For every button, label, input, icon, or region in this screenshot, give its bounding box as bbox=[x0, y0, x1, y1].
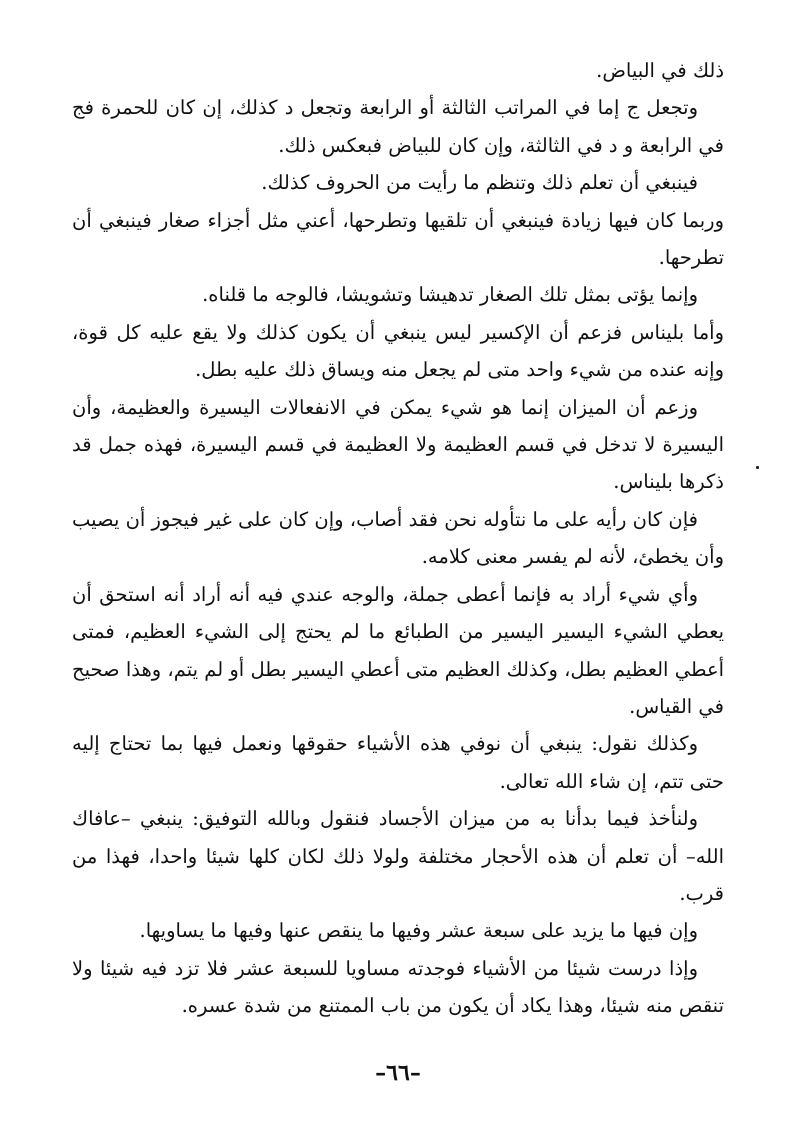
paragraph: فإن كان رأيه على ما نتأوله نحن فقد أصاب، وإن كان على غير فيجوز أن يصيب وأن يخطئ، لأنه لم يفسر معنى كلامه. bbox=[72, 507, 724, 569]
paragraph: فينبغي أن تعلم ذلك وتنظم ما رأيت من الحروف كذلك. bbox=[261, 171, 698, 195]
paragraph: وأما بليناس فزعم أن الإكسير ليس ينبغي أن يكون كذلك ولا يقع عليه كل قوة، وإنه عنده من شيء واحد متى لم يجعل منه ويساق ذلك عليه بطل. bbox=[72, 320, 724, 382]
margin-dot bbox=[756, 466, 759, 469]
paragraph: وزعم أن الميزان إنما هو شيء يمكن في الانفعالات اليسيرة والعظيمة، وأن اليسيرة لا تدخل في قسم العظيمة ولا العظيمة في قسم اليسيرة، فهذه جمل قد ذكرها بليناس. bbox=[72, 395, 724, 494]
paragraph: وربما كان فيها زيادة فينبغي أن تلقيها وتطرحها، أعني مثل أجزاء صغار فينبغي أن تطرحها. bbox=[72, 208, 724, 270]
paragraph: وأي شيء أراد به فإنما أعطى جملة، والوجه عندي فيه أنه أراد أنه استحق أن يعطي الشيء اليسير اليسير من الطبائع ما لم يحتج إلى الشيء العظيم، فمتى أعطي العظيم بطل، وكذلك العظيم متى أعطي اليسير بطل أو لم يتم، وهذا صحيح في القياس. bbox=[72, 582, 724, 718]
paragraph: ولنأخذ فيما بدأنا به من ميزان الأجساد فنقول وبالله التوفيق: ينبغي –عافاك الله– أن تعلم أن هذه الأحجار مختلفة ولولا ذلك لكان كلها شيئا واحدا، فهذا من قرب. bbox=[72, 807, 724, 905]
paragraph: وإذا درست شيئا من الأشياء فوجدته مساويا للسبعة عشر فلا تزد فيه شيئا ولا تنقص منه شيئا، وهذا يكاد أن يكون من باب الممتنع من شدة عسره. bbox=[72, 956, 724, 1018]
paragraph: وتجعل ج إما في المراتب الثالثة أو الرابعة وتجعل د كذلك، إن كان للحمرة فج في الرابعة و د في الثالثة، وإن كان للبياض فبعكس ذلك. bbox=[72, 96, 724, 157]
document-page bbox=[72, 52, 724, 1086]
paragraph: وإن فيها ما يزيد على سبعة عشر وفيها ما ينقص عنها وفيها ما يساويها. bbox=[139, 919, 698, 943]
page-number: –٦٦– bbox=[375, 1060, 421, 1086]
paragraph: وإنما يؤتى بمثل تلك الصغار تدهيشا وتشويشا، فالوجه ما قلناه. bbox=[202, 283, 698, 307]
paragraph: ذلك في البياض. bbox=[596, 59, 724, 82]
body-text bbox=[72, 52, 724, 1025]
paragraph: وكذلك نقول: ينبغي أن نوفي هذه الأشياء حقوقها ونعمل فيها بما تحتاج إليه حتى تتم، إن شاء الله تعالى. bbox=[72, 732, 724, 793]
